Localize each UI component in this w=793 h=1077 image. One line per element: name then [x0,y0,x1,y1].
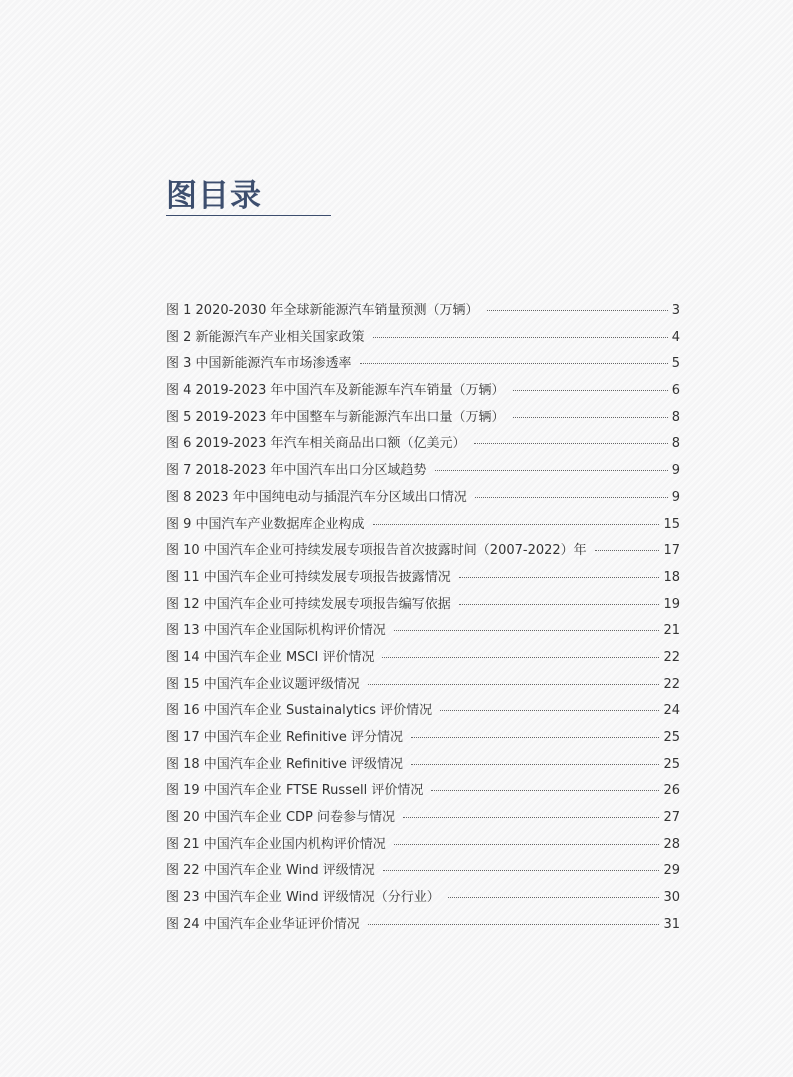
dot-leader [368,924,660,925]
toc-entry-label: 图 21 中国汽车企业国内机构评价情况 [166,836,386,852]
dot-leader [431,790,659,791]
toc-entry-label: 图 22 中国汽车企业 Wind 评级情况 [166,863,375,879]
toc-entry-page: 3 [671,303,680,318]
toc-entry-page: 29 [663,863,680,879]
toc-entry-label: 图 4 2019-2023 年中国汽车及新能源车汽车销量（万辆） [166,383,505,399]
toc-entry-label: 图 2 新能源汽车产业相关国家政策 [166,329,365,345]
dot-leader [403,817,659,818]
toc-entry-label: 图 10 中国汽车企业可持续发展专项报告首次披露时间（2007-2022）年 [166,543,587,559]
dot-leader [394,630,660,631]
toc-entry[interactable] [166,646,680,673]
toc-entry[interactable] [166,513,680,540]
toc-entry-page: 28 [663,836,680,852]
toc-entry[interactable] [166,299,680,326]
toc-entry[interactable] [166,833,680,860]
toc-entry-label: 图 1 2020-2030 年全球新能源汽车销量预测（万辆） [166,303,479,318]
toc-entry-label: 图 11 中国汽车企业可持续发展专项报告披露情况 [166,569,451,585]
toc-entry-page: 22 [663,649,680,665]
toc-entry-page: 24 [663,703,680,719]
toc-entry[interactable] [166,566,680,593]
toc-entry-label: 图 14 中国汽车企业 MSCI 评价情况 [166,649,375,665]
toc-entry-page: 22 [663,676,680,692]
toc-entry-label: 图 7 2018-2023 年中国汽车出口分区域趋势 [166,463,427,479]
toc-entry-page: 30 [663,890,680,906]
toc-entry[interactable] [166,486,680,513]
toc-entry-page: 8 [671,409,680,425]
toc-entry-page: 31 [663,916,680,932]
toc-entry[interactable] [166,806,680,833]
toc-entry-label: 图 17 中国汽车企业 Refinitive 评分情况 [166,730,403,745]
dot-leader [513,417,668,418]
dot-leader [475,497,668,498]
toc-entry-page: 25 [663,756,680,772]
toc-entry-label: 图 18 中国汽车企业 Refinitive 评级情况 [166,756,403,772]
toc-entry[interactable] [166,593,680,620]
dot-leader [411,737,659,738]
toc-entry[interactable] [166,726,680,753]
toc-entry[interactable] [166,539,680,566]
dot-leader [487,310,668,311]
dot-leader [383,870,660,871]
toc-entry[interactable] [166,779,680,806]
toc-entry[interactable] [166,673,680,700]
toc-entry[interactable] [166,913,680,940]
toc-entry-label: 图 9 中国汽车产业数据库企业构成 [166,516,365,532]
toc-entry-label: 图 6 2019-2023 年汽车相关商品出口额（亿美元） [166,436,466,452]
toc-entry-page: 6 [671,383,680,399]
page-title: 图目录 [166,178,262,214]
toc-entry[interactable] [166,326,680,353]
toc-entry[interactable] [166,886,680,913]
dot-leader [440,710,659,711]
toc-entry-page: 21 [663,623,680,639]
dot-leader [394,844,660,845]
toc-entry-page: 8 [671,436,680,452]
dot-leader [382,657,659,658]
toc-entry-label: 图 12 中国汽车企业可持续发展专项报告编写依据 [166,596,451,612]
dot-leader [368,684,660,685]
dot-leader [513,390,668,391]
toc-entry-page: 15 [663,516,680,532]
toc-entry-page: 17 [663,543,680,559]
toc-entry[interactable] [166,699,680,726]
dot-leader [459,604,660,605]
dot-leader [411,764,659,765]
toc-entry-page: 26 [663,783,680,799]
toc-entry-page: 9 [671,463,680,479]
toc-entry-page: 27 [663,810,680,826]
toc-entry-page: 9 [671,489,680,505]
toc-entry[interactable] [166,859,680,886]
figure-list [166,299,680,940]
toc-entry-label: 图 19 中国汽车企业 FTSE Russell 评价情况 [166,783,424,799]
toc-entry-label: 图 15 中国汽车企业议题评级情况 [166,676,360,692]
toc-entry[interactable] [166,406,680,433]
toc-entry-page: 4 [671,329,680,345]
toc-entry-page: 18 [663,569,680,585]
toc-entry-label: 图 23 中国汽车企业 Wind 评级情况（分行业） [166,890,440,906]
dot-leader [474,443,668,444]
toc-entry-label: 图 16 中国汽车企业 Sustainalytics 评价情况 [166,703,433,719]
dot-leader [373,524,660,525]
toc-entry[interactable] [166,379,680,406]
toc-entry-label: 图 3 中国新能源汽车市场渗透率 [166,356,352,372]
toc-entry-label: 图 24 中国汽车企业华证评价情况 [166,916,360,932]
dot-leader [360,363,668,364]
dot-leader [459,577,660,578]
toc-entry-page: 25 [663,730,680,745]
toc-entry-page: 5 [671,356,680,372]
toc-entry-page: 19 [663,596,680,612]
dot-leader [373,337,668,338]
toc-entry[interactable] [166,619,680,646]
toc-entry-label: 图 8 2023 年中国纯电动与插混汽车分区域出口情况 [166,489,467,505]
title-underline [166,215,331,216]
toc-entry[interactable] [166,459,680,486]
toc-entry-label: 图 20 中国汽车企业 CDP 问卷参与情况 [166,810,395,826]
toc-entry[interactable] [166,432,680,459]
toc-entry[interactable] [166,753,680,780]
dot-leader [435,470,668,471]
toc-entry-label: 图 13 中国汽车企业国际机构评价情况 [166,623,386,639]
toc-entry-label: 图 5 2019-2023 年中国整车与新能源汽车出口量（万辆） [166,409,505,425]
dot-leader [595,550,660,551]
toc-entry[interactable] [166,352,680,379]
dot-leader [448,897,660,898]
